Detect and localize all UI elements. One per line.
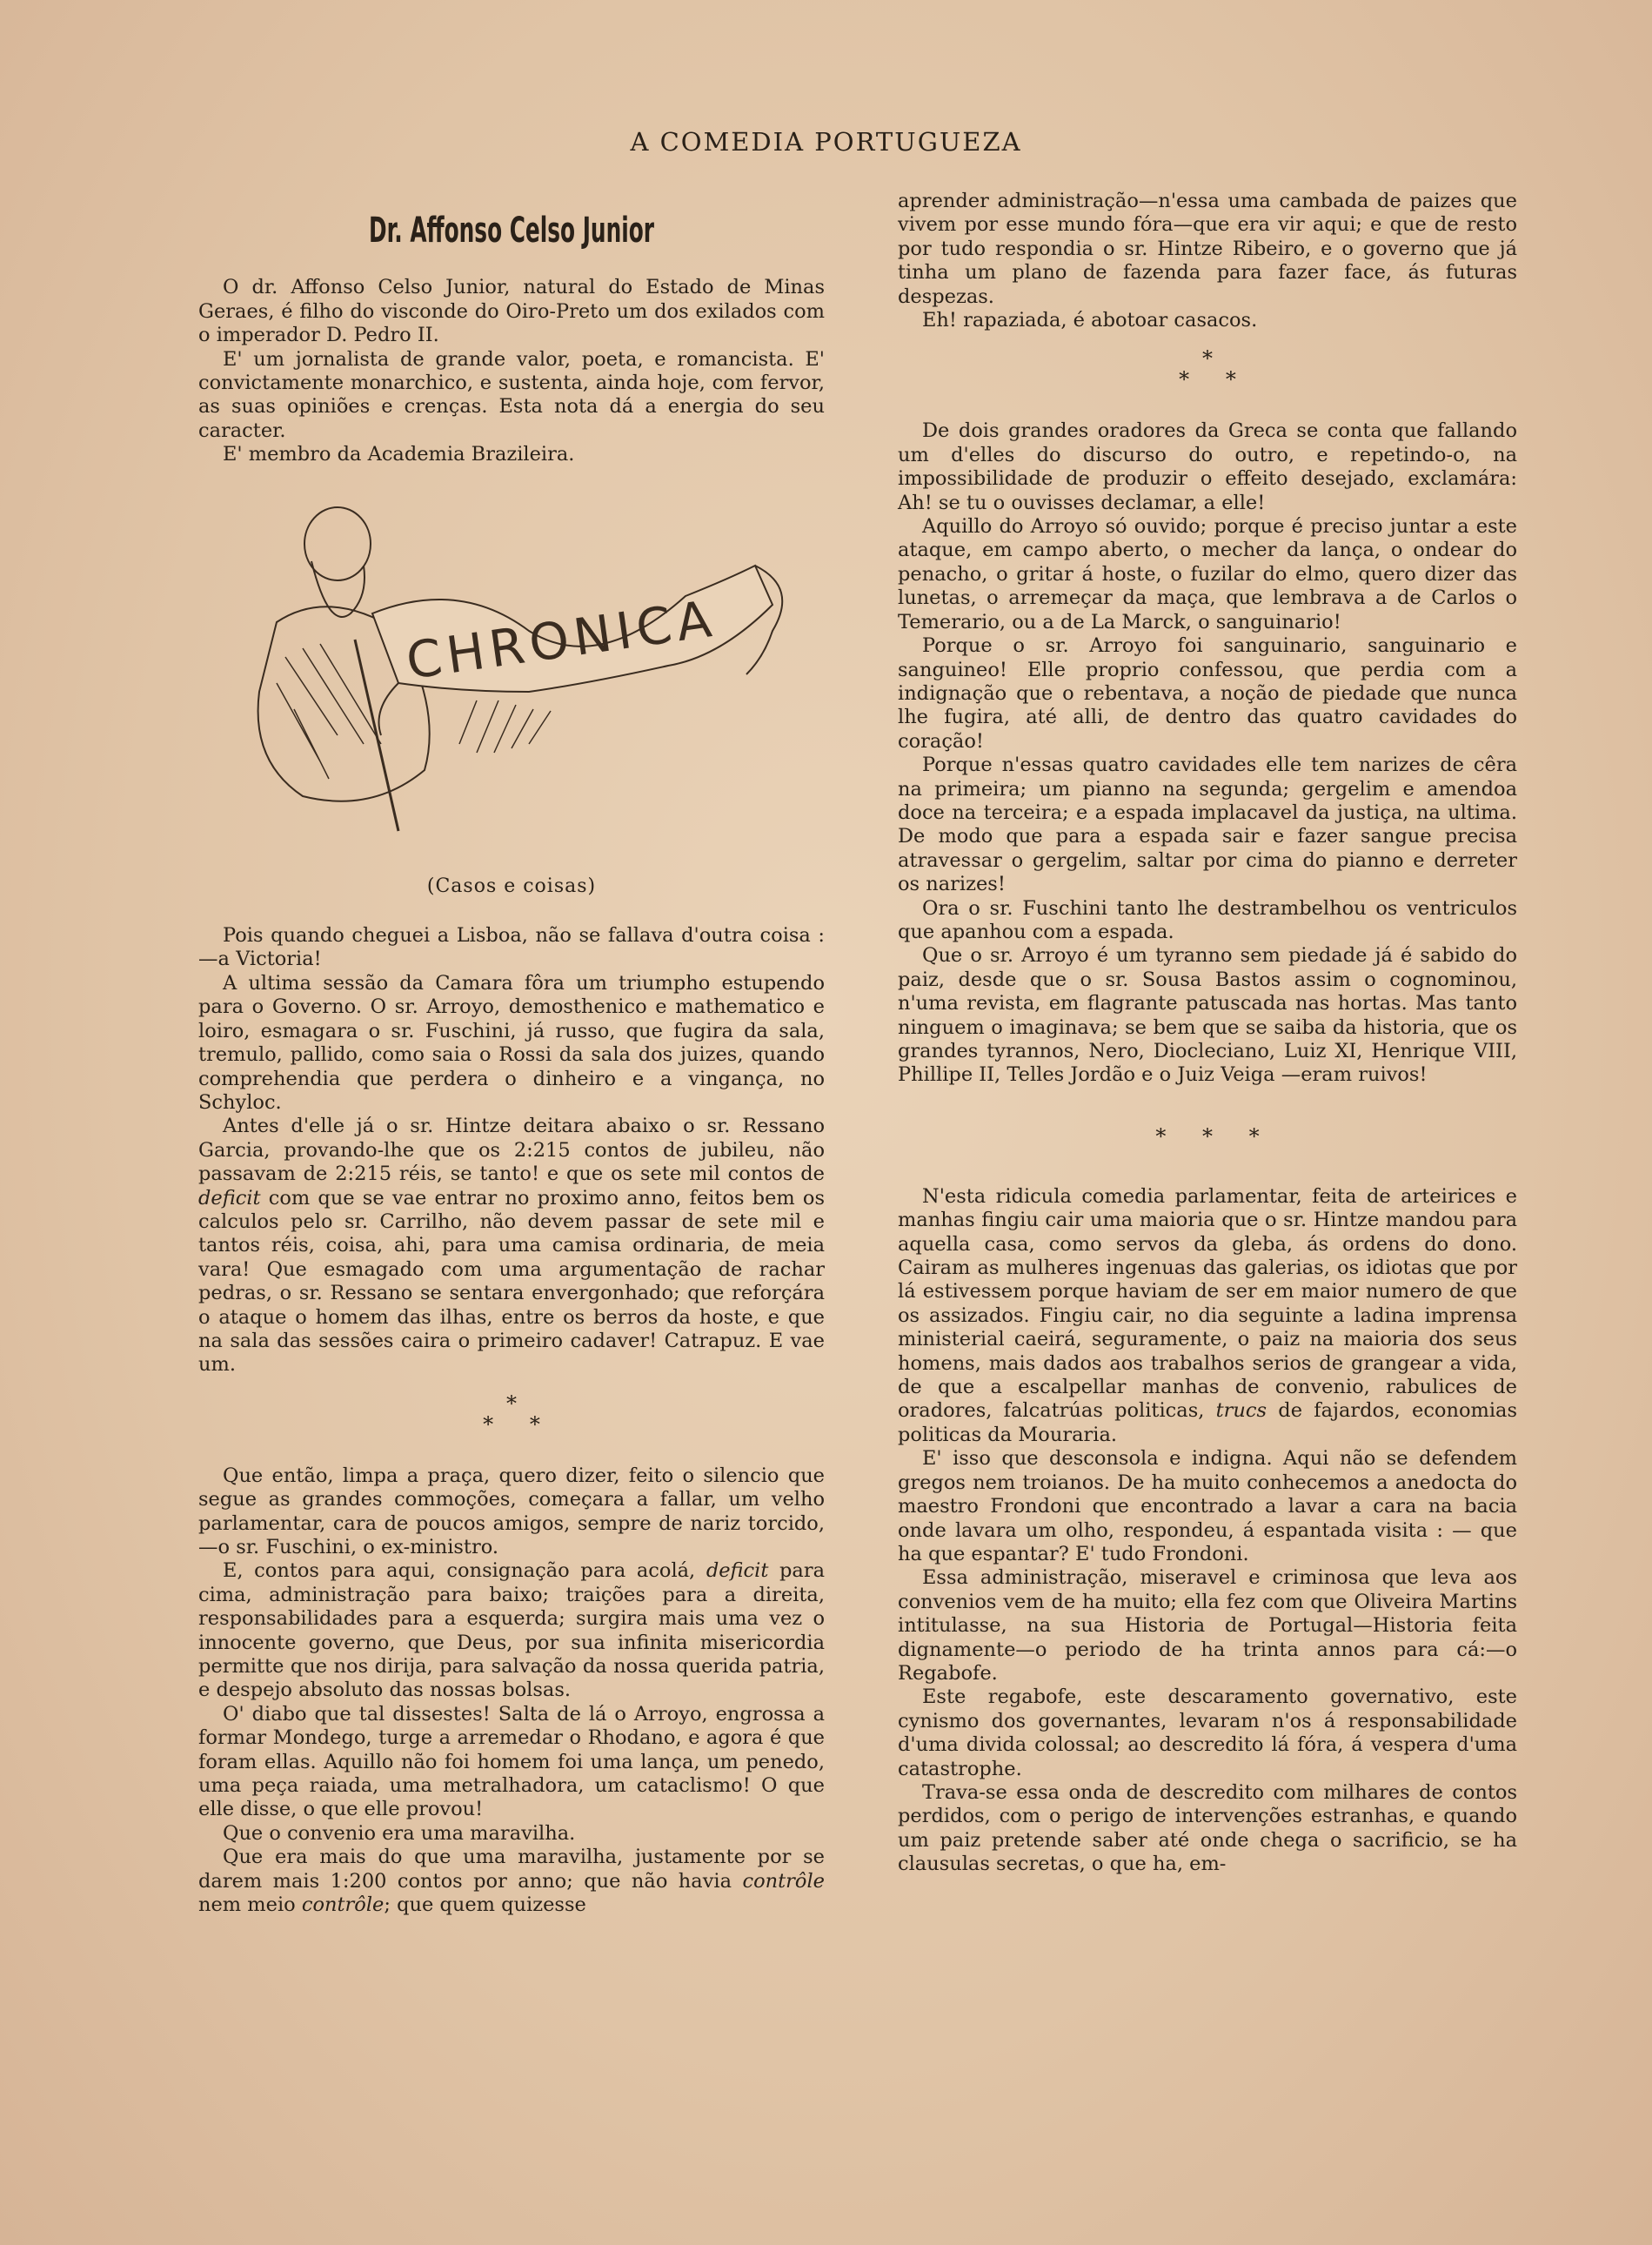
paragraph — [198, 1559, 825, 1702]
paragraph: Essa administração, miseravel e criminosa que leva aos convenios vem de ha muito; ella fez com que Oliveira Martins intitulasse, na sua Historia de Portugal—Historia feita dignamente—o periodo de ha trinta annos para cá:—o Regabofe. — [898, 1566, 1517, 1685]
italic-run: trucs — [1215, 1399, 1267, 1423]
section-divider — [898, 1123, 1517, 1149]
italic-run: deficit — [198, 1186, 261, 1210]
bio-paragraph: O dr. Affonso Celso Junior, natural do Estado de Minas Geraes, é filho do visconde do Oiro-Preto um dos exilados com o imperador D. Pedro II. — [198, 276, 825, 347]
text-run: nem meio — [198, 1893, 302, 1917]
paragraph: Trava-se essa onda de descredito com milhares de contos perdidos, com o perigo de intervenções estranhas, e quando um paiz pretende saber até onde chega o sacrificio, se ha clausulas secretas, o que ha, em- — [898, 1780, 1517, 1876]
divider-stars: * * * — [1155, 1123, 1260, 1149]
paragraph: Que o convenio era uma maravilha. — [223, 1821, 576, 1845]
paragraph: Que o sr. Arroyo é um tyranno sem piedade já é sabido do paiz, desde que o sr. Sousa Bastos assim o cognominou, n'uma revista, em flagrante patuscada nas hortas. Mas tanto ninguem o imaginava; se bem que se saiba da historia, que os grandes tyrannos, Nero, Diocleciano, Luiz XI, Henrique VIII, Phillipe II, Telles Jordão e o Juiz Veiga —eram ruivos! — [898, 944, 1517, 1087]
italic-run: contrôle — [742, 1869, 825, 1893]
running-head: A COMEDIA PORTUGUEZA — [630, 127, 1022, 157]
figure-beard — [311, 561, 365, 617]
italic-run: deficit — [706, 1559, 769, 1583]
paragraph: Aquillo do Arroyo só ouvido; porque é preciso juntar a este ataque, em campo aberto, o mecher da lança, o ondear do penacho, o gritar á hoste, o fuzilar do elmo, quero dizer das lunetas, o arremeçar da maça, que lembrava a de Carlos o Temerario, ou a de La Marck, o sanguinario! — [898, 515, 1517, 633]
italic-run: contrôle — [301, 1893, 385, 1917]
paragraph: E' isso que desconsola e indigna. Aqui não se defendem gregos nem troianos. De ha muito conhecemos a anedocta do maestro Frondoni que encontrado a lavar a cara na bacia onde lavara um olho, respondeu, á espantada visita : — que ha que espantar? E' tudo Frondoni. — [898, 1447, 1517, 1565]
section-subhead: (Casos e coisas) — [426, 875, 597, 897]
article-title: Dr. Affonso Celso Junior — [368, 211, 654, 251]
text-run: de fajardos, economias politicas da Mouraria. — [898, 1399, 1517, 1446]
divider-stars: * * — [1179, 367, 1236, 392]
banner-curl — [379, 683, 399, 735]
text-run: Que era mais do que uma maravilha, justamente por se darem mais 1:200 contos por anno; que não havia — [198, 1846, 825, 1893]
paragraph: Que então, limpa a praça, quero dizer, feito o silencio que segue as grandes commoções, começara a fallar, um velho parlamentar, cara de poucos amigos, sempre de nariz torcido,—o sr. Fuschini, o ex-ministro. — [198, 1464, 825, 1558]
text-run: com que se vae entrar no proximo anno, feitos bem os calculos pelo sr. Carrilho, não devem passar de sete mil e tantos réis, coisa, ahi, para uma camisa ordinaria, de meia vara! Que esmagado com uma argumentação de rachar pedras, o sr. Ressano se sentara envergonhado; que reforçára o ataque o homem das ilhas, entre os berros da hoste, e que na sala das sessões caira o primeiro cadaver! Catrapuz. E vae um. — [198, 1186, 825, 1377]
text-run: Antes d'elle já o sr. Hintze deitara abaixo o sr. Ressano Garcia, provando-lhe que os 2:215 contos de jubileu, não passavam de 2:215 réis, se tanto! e que os sete mil contos de — [198, 1115, 825, 1186]
paragraph — [198, 1115, 825, 1377]
paragraph: Porque o sr. Arroyo foi sanguinario, sanguinario e sanguineo! Elle proprio confessou, que perdia com a indignação que o rebentava, a noção de piedade que nunca lhe fugira, até alli, de dentro das quatro cavidades do coração! — [898, 634, 1517, 753]
left-column — [198, 200, 825, 1918]
divider-stars: * * — [483, 1411, 540, 1437]
divider-star: * — [1202, 346, 1213, 372]
paragraph: O' diabo que tal dissestes! Salta de lá o Arroyo, engrossa a formar Mondego, turge a arremedar o Rhodano, e agora é que foram ellas. Aquillo não foi homem foi uma lança, um penedo, uma peça raiada, uma metralhadora, um cataclismo! O que elle disse, o que elle provou! — [198, 1702, 825, 1821]
paragraph: A ultima sessão da Camara fôra um triumpho estupendo para o Governo. O sr. Arroyo, demosthenico e mathematico e loiro, esmagara o sr. Fuschini, já russo, que fugira da sala, tremulo, pallido, como saia o Rossi da sala dos juizes, quando comprehendia que perdera o dinheiro e a vingança, no Schyloc. — [198, 971, 825, 1114]
paragraph: Este regabofe, este descaramento governativo, este cynismo dos governantes, levaram n'os á responsabilidade d'uma divida colossal; ao descredito lá fóra, á vespera d'uma catastrophe. — [898, 1685, 1517, 1780]
text-run: ; que quem quizesse — [384, 1893, 586, 1917]
section-divider — [898, 348, 1517, 390]
paragraph — [898, 1185, 1517, 1447]
paragraph — [198, 1846, 825, 1917]
figure-staff — [355, 640, 398, 831]
text-run: E, contos para aqui, consignação para acolá, — [223, 1559, 706, 1583]
paragraph: Eh! rapaziada, é abotoar casacos. — [922, 309, 1258, 332]
bio-paragraph: E' membro da Academia Brazileira. — [223, 443, 575, 466]
text-run: N'esta ridicula comedia parlamentar, feita de arteirices e manhas fingiu cair uma maioria que o sr. Hintze mandou para aquella casa, como servos da gleba, ás ordens do dono. Cairam as mulheres ingenuas das galerias, os idiotas que por lá estivessem porque haviam de ser em maior numero de que os assizados. Fingiu cair, no dia seguinte a ladina imprensa ministerial caeirá, seguramente, o paiz na maioria dos seus homens, mais dados aos trabalhos serios de grangear a vida, de que a escalpellar manhas de convenio, rabulices de oradores, falcatrúas politicas, — [898, 1184, 1517, 1423]
paragraph: aprender administração—n'essa uma cambada de paizes que vivem por esse mundo fóra—que era vir aqui; e que de resto por tudo respondia o sr. Hintze Ribeiro, e o governo que já tinha um plano de fazenda para fazer face, ás futuras despezas. — [898, 190, 1517, 308]
figure-hatching — [277, 644, 381, 779]
section-divider — [198, 1393, 825, 1435]
chronica-illustration — [198, 483, 825, 848]
paragraph: Ora o sr. Fuschini tanto lhe destrambelhou os ventriculos que apanhou com a espada. — [898, 896, 1517, 943]
ground-hatching — [459, 700, 551, 753]
divider-star: * — [506, 1391, 517, 1416]
right-column — [898, 190, 1517, 1877]
bio-paragraph: E' um jornalista de grande valor, poeta, e romancista. E' convictamente monarchico, e sustenta, ainda hoje, com fervor, as suas opiniões e crenças. Esta nota dá a energia do seu caracter. — [198, 347, 825, 442]
paragraph: De dois grandes oradores da Greca se conta que fallando um d'elles do discurso do outro, e repetindo-o, na impossibilidade de produzir o effeito desejado, exclamára: Ah! se tu o ouvisses declamar, a elle! — [898, 419, 1517, 514]
paragraph: Porque n'essas quatro cavidades elle tem narizes de cêra na primeira; um pianno na segunda; gergelim e amendoa doce na terceira; e a espada implacavel da justiça, na ultima. De modo que para a espada sair e fazer sangue precisa atravessar o gergelim, saltar por cima do pianno e derreter os narizes! — [898, 754, 1517, 896]
paragraph: Pois quando cheguei a Lisboa, não se fallava d'outra coisa :—a Victoria! — [198, 924, 825, 971]
text-run: para cima, administração para baixo; traições para a direita, responsabilidades para a esquerda; surgira mais uma vez o innocente governo, que Deus, por sua infinita misericordia permitte que nos dirija, para salvação da nossa querida patria, e despejo absoluto das nossas bolsas. — [198, 1559, 826, 1702]
banner-text: CHRONICA — [402, 588, 720, 691]
